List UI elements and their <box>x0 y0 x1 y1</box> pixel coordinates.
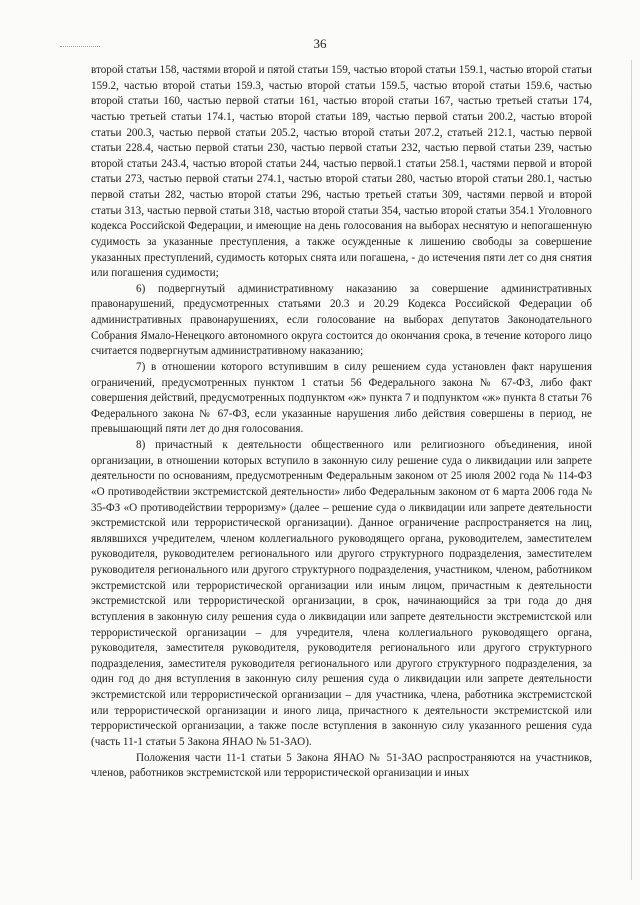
document-body <box>91 63 592 782</box>
paragraph-item-7: 7) в отношении которого вступившим в силу решением суда установлен факт нарушения ограничений, предусмотренных пунктом 1 статьи 56 Федерального закона № 67-ФЗ, либо факт совершения действий, предусмотренных подпунктом «ж» пункта 7 и подпунктом «ж» пункта 8 статьи 76 Федерального закона № 67-ФЗ, если указанные нарушения либо действия совершены в период, не превышающий пяти лет до дня голосования. <box>91 360 592 436</box>
paragraph-item-8: 8) причастный к деятельности общественного или религиозного объединения, иной организации, в отношении которых вступило в законную силу решение суда о ликвидации или запрете деятельности по основаниям, предусмотренным Федеральным законом от 25 июля 2002 года № 114-ФЗ «О противодействии экстремистской деятельности» либо Федеральным законом от 6 марта 2006 года № 35-ФЗ «О противодействии терроризму» (далее – решение суда о ликвидации или запрете деятельности экстремистской или террористической организации). Данное ограничение распространяется на лиц, являвшихся учредителем, членом коллегиального руководящего органа, руководителем, заместителем руководителя, руководителем регионального или другого структурного подразделения, заместителем руководителя регионального или другого структурного подразделения, участником, членом, работником экстремистской или террористической организации или иным лицом, причастным к деятельности экстремистской или террористической организации, в срок, начинающийся за три года до дня вступления в законную силу решения суда о ликвидации или запрете деятельности экстремистской или террористической организации – для учредителя, члена коллегиального руководящего органа, руководителя, заместителя руководителя, руководителя регионального или другого структурного подразделения, заместителя руководителя регионального или другого структурного подразделения, за один год до дня вступления в законную силу решения суда о ликвидации или запрете деятельности экстремистской или террористической организации – для участника, члена, работника экстремистской или террористической организации и иного лица, причастного к деятельности экстремистской или террористической организации, а также после вступления в законную силу указанного решения суда (часть 11-1 статьи 5 Закона ЯНАО № 51-ЗАО). <box>91 439 592 748</box>
paragraph-item-6: 6) подвергнутый административному наказанию за совершение административных правонарушений, предусмотренных статьями 20.3 и 20.29 Кодекса Российской Федерации об административных правонарушениях, если голосование на выборах депутатов Законодательного Собрания Ямало-Ненецкого автономного округа состоится до окончания срока, в течение которого лицо считается подвергнутым административному наказанию; <box>91 282 592 358</box>
paragraph-provisions: Положения части 11-1 статьи 5 Закона ЯНАО № 51-ЗАО распространяются на участников, членов, работников экстремистской или террористической организации и иных <box>91 751 592 780</box>
scan-edge-shadow <box>631 60 632 880</box>
paragraph-continuation: второй статьи 158, частями второй и пятой статьи 159, частью второй статьи 159.1, частью второй статьи 159.2, частью второй статьи 159.3, частью второй статьи 159.5, частью второй статьи 159.6, частью второй статьи 160, частью первой статьи 161, частью второй статьи 167, частью третьей статьи 174, частью третьей статьи 174.1, частью второй статьи 189, частью первой статьи 200.2, частью второй статьи 200.3, частью первой статьи 205.2, частью второй статьи 207.2, статьей 212.1, частью первой статьи 228.4, частью первой статьи 230, частью первой статьи 232, частью первой статьи 239, частью второй статьи 243.4, частью второй статьи 244, частью первой.1 статьи 258.1, частями первой и второй статьи 273, частью первой статьи 274.1, частью второй статьи 280, частью второй статьи 280.1, частью первой статьи 282, частью второй статьи 296, частью третьей статьи 309, частями первой и второй статьи 313, частью первой статьи 318, частью второй статьи 354, частью второй статьи 354.1 Уголовного кодекса Российской Федерации, и имеющие на день голосования на выборах неснятую и непогашенную судимость за указанные преступления, а также осужденные к лишению свободы за совершение указанных преступлений, судимость которых снята или погашена, - до истечения пяти лет со дня снятия или погашения судимости; <box>91 64 592 280</box>
page-number: 36 <box>313 36 327 51</box>
